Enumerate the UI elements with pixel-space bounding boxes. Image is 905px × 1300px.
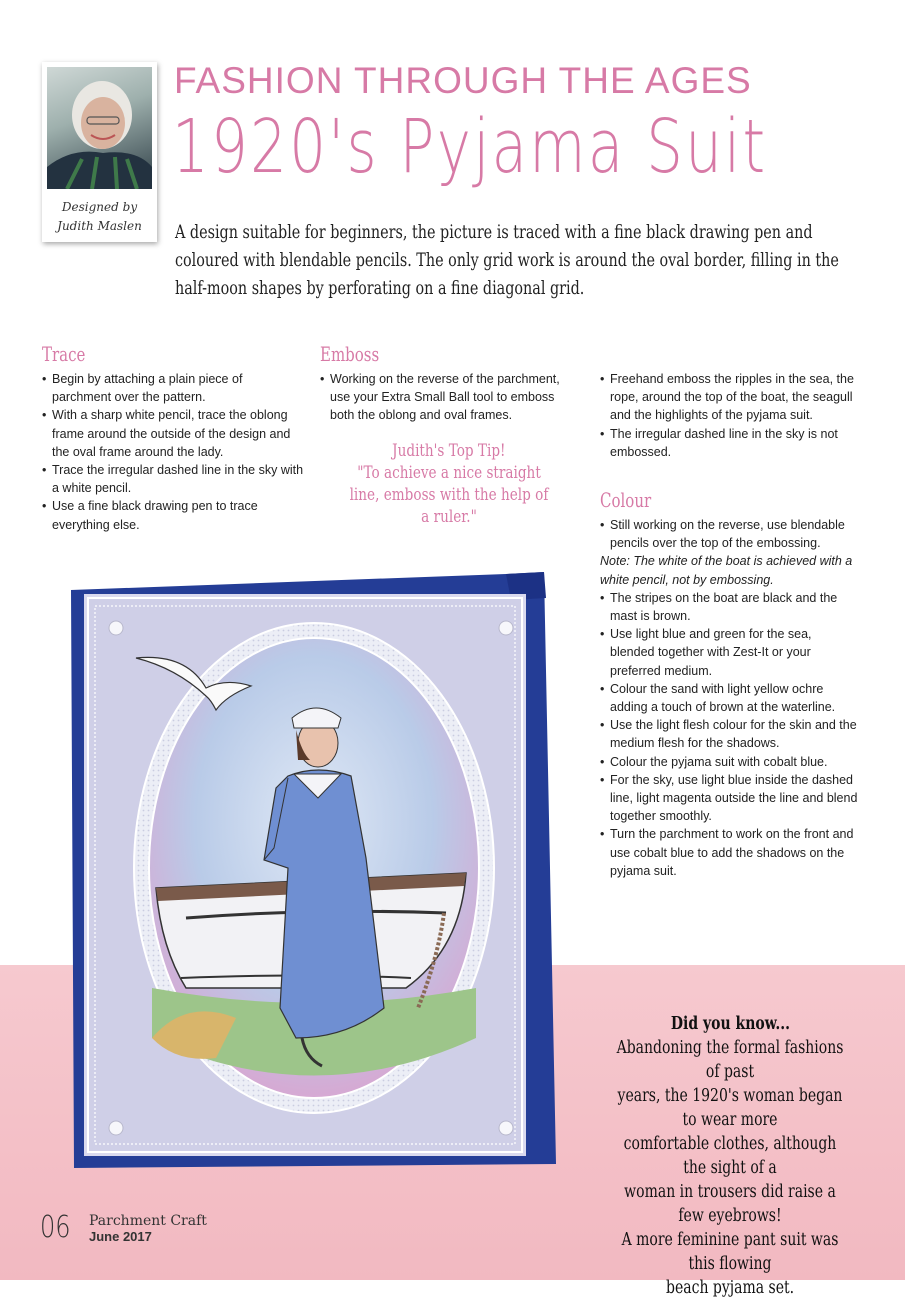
emboss-heading: Emboss <box>320 342 380 366</box>
top-tip <box>318 440 580 528</box>
list-item: • The stripes on the boat are black and the mast is brown. <box>600 589 858 625</box>
colour-section <box>600 516 858 880</box>
list-item: • Still working on the reverse, use blendable pencils over the top of the embossing. <box>600 516 858 552</box>
list-item: • With a sharp white pencil, trace the oblong frame around the outside of the design and the oval frame around the lady. <box>42 406 304 461</box>
list-item: • Freehand emboss the ripples in the sea, the rope, around the top of the boat, the seagull and the highlights of the pyjama suit. <box>600 370 858 425</box>
intro-paragraph: A design suitable for beginners, the picture is traced with a fine black drawing pen and coloured with blendable pencils. The only grid work is around the oval border, filling in the half-moon shapes by perforating on a fine diagonal grid. <box>175 221 839 299</box>
emboss-list <box>320 370 578 425</box>
designer-caption <box>42 198 157 236</box>
list-item: • Use the light flesh colour for the skin and the medium flesh for the shadows. <box>600 716 858 752</box>
list-item: • Turn the parchment to work on the front and use cobalt blue to add the shadows on the pyjama suit. <box>600 825 858 880</box>
colour-note: Note: The white of the boat is achieved with a white pencil, not by embossing. <box>600 554 853 587</box>
list-item: • Colour the sand with light yellow ochre adding a touch of brown at the waterline. <box>600 680 858 716</box>
top-tip-text: "To achieve a nice straight line, emboss with the help of a ruler." <box>349 463 549 527</box>
list-item: • The irregular dashed line in the sky is not embossed. <box>600 425 858 461</box>
did-you-know-line: Abandoning the formal fashions of past <box>616 1038 844 1082</box>
list-item: • Use light blue and green for the sea, blended together with Zest-It or your preferred medium. <box>600 625 858 680</box>
trace-heading: Trace <box>42 342 86 366</box>
page-title: 1920's Pyjama Suit <box>172 104 768 190</box>
trace-list <box>42 370 304 534</box>
emboss-list-continued <box>600 370 858 461</box>
card-illustration <box>66 568 556 1168</box>
colour-heading: Colour <box>600 488 652 512</box>
list-item: • Colour the pyjama suit with cobalt blue. <box>600 753 858 771</box>
did-you-know-line: years, the 1920's woman began to wear more <box>617 1086 843 1130</box>
list-item: • Working on the reverse of the parchment, use your Extra Small Ball tool to emboss both the oblong and oval frames. <box>320 370 578 425</box>
issue-date: June 2017 <box>89 1229 152 1244</box>
list-item: • Use a fine black drawing pen to trace everything else. <box>42 497 304 533</box>
colour-list-b <box>600 589 858 880</box>
card-artwork <box>66 568 556 978</box>
designer-photo <box>47 67 152 189</box>
designer-caption-line1: Designed by <box>61 200 138 214</box>
did-you-know-line: beach pyjama set. <box>665 1278 795 1298</box>
colour-list-a <box>600 516 858 552</box>
list-item: • Begin by attaching a plain piece of parchment over the pattern. <box>42 370 304 406</box>
list-item: • For the sky, use light blue inside the dashed line, light magenta outside the line and blend together smoothly. <box>600 771 858 826</box>
list-item: • Trace the irregular dashed line in the sky with a white pencil. <box>42 461 304 497</box>
series-title: FASHION THROUGH THE AGES <box>174 60 752 101</box>
page-number: 06 <box>40 1210 71 1245</box>
did-you-know-line: A more feminine pant suit was this flowing <box>621 1230 839 1274</box>
did-you-know-box <box>585 1012 875 1300</box>
top-tip-title: Judith's Top Tip! <box>392 441 506 461</box>
did-you-know-line: comfortable clothes, although the sight of a <box>623 1134 837 1178</box>
did-you-know-title: Did you know... <box>670 1014 790 1034</box>
designer-photo-frame <box>42 62 157 242</box>
magazine-name: Parchment Craft <box>89 1213 207 1229</box>
designer-caption-line2: Judith Maslen <box>57 219 142 233</box>
did-you-know-line: woman in trousers did raise a few eyebrows! <box>624 1182 836 1226</box>
